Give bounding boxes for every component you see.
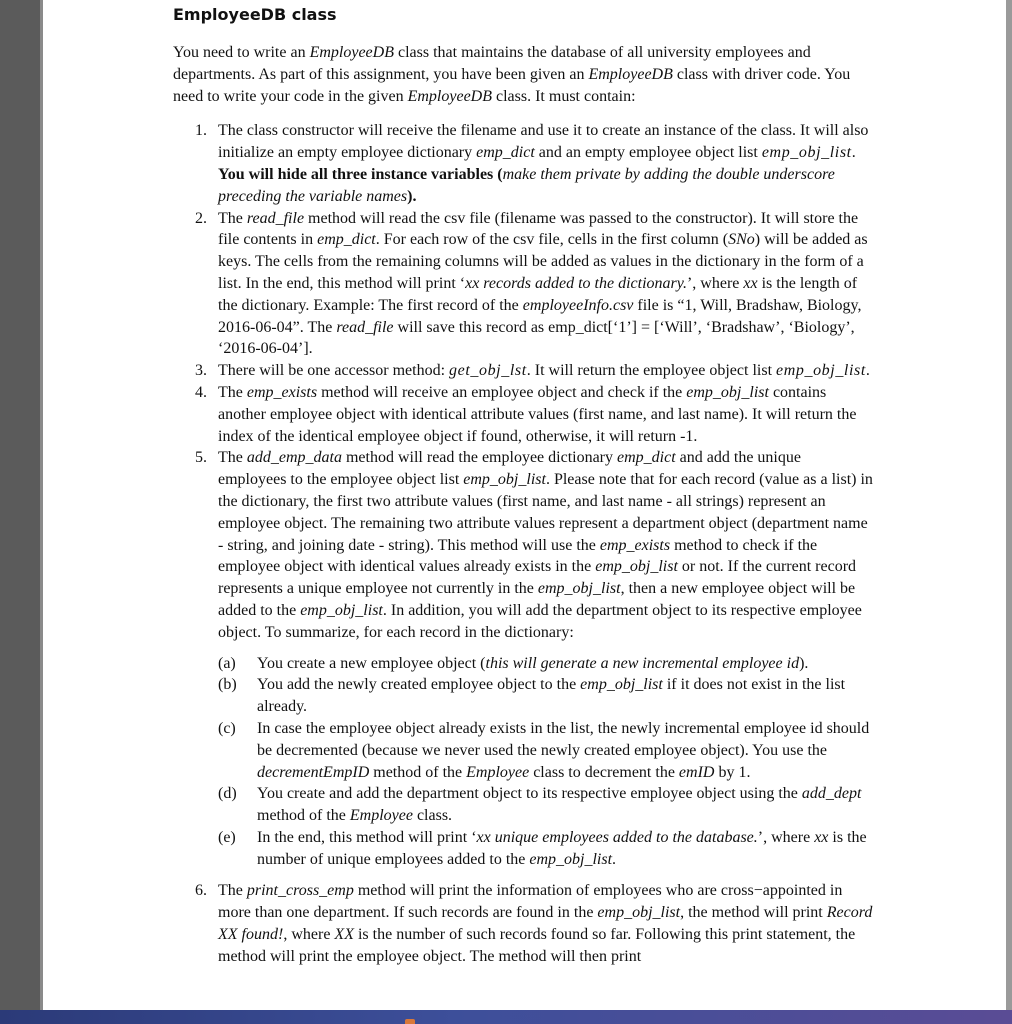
sub-list-item [218,653,873,675]
sub-item-label: (a) [218,654,236,672]
taskbar [0,1010,1012,1024]
sub-list-item [218,718,873,783]
item-text: The class constructor will receive the filename and use it to create an instance of the class. It will also initialize an empty employee dictionary emp_dict and an empty employee object list emp_obj_list. You will hide all three instance variables (make them private by adding the double underscore preceding the variable names). [218,122,869,205]
sub-list-item [218,674,873,718]
item-number: 6. [195,882,207,900]
sub-item-text: You create and add the department object to its respective employee object using the add_dept method of the Employee class. [257,785,862,825]
item-text: The read_file method will read the csv file (filename was passed to the constructor). It will store the file contents in emp_dict. For each row of the csv file, cells in the first column (SNo) will be added as keys. The cells from the remaining columns will be added as values in the dictionary in the form of a list. In the end, this method will print ‘xx records added to the dictionary.’, where xx is the length of the dictionary. Example: The first record of the employeeInfo.csv file is “1, Will, Bradshaw, Biology, 2016-06-04”. The read_file will save this record as emp_dict[‘1’] = [‘Will’, ‘Bradshaw’, ‘Biology’, ‘2016-06-04’]. [218,209,868,358]
sub-list-item [218,783,873,827]
item-text: The add_emp_data method will read the employee dictionary emp_dict and add the unique employees to the employee object list emp_obj_list. Please note that for each record (value as a list) in the dictionary, the first two attribute values (first name, and last name - all strings) represent an employee object. The remaining two attribute values represent a department object (department name - string, and joining date - string). This method will use the emp_exists method to check if the employee object with identical values already exists in the emp_obj_list or not. If the current record represents a unique employee not currently in the emp_obj_list, then a new employee object will be added to the emp_obj_list. In addition, you will add the department object to its respective employee object. To summarize, for each record in the dictionary: [218,449,873,641]
document-page [173,0,873,968]
list-item [173,360,873,382]
item-text: There will be one accessor method: get_obj_lst. It will return the employee object list emp_obj_list. [218,362,870,380]
sub-item-label: (b) [218,676,237,694]
window-left-border [40,0,43,1010]
sub-item-text: In case the employee object already exists in the list, the newly incremental employee id should be decremented (because we never used the newly created employee object). You use the decrementEmpID method of the Employee class to decrement the emID by 1. [257,719,870,781]
sub-item-label: (e) [218,828,236,846]
item-number: 5. [195,449,207,467]
item-number: 2. [195,209,207,227]
sub-list [218,653,873,871]
taskbar-app-indicator [405,1019,415,1024]
list-item [173,447,873,870]
sub-item-text: In the end, this method will print ‘xx unique employees added to the database.’, where xx is the number of unique employees added to the emp_obj_list. [257,828,867,868]
sub-item-label: (d) [218,785,237,803]
item-number: 3. [195,362,207,380]
item-text: The print_cross_emp method will print the information of employees who are cross−appointed in more than one department. If such records are found in the emp_obj_list, the method will print Record XX found!, where XX is the number of such records found so far. Following this print statement, the method will print the employee object. The method will then print [218,882,873,965]
intro-paragraph: You need to write an EmployeeDB class that maintains the database of all university employees and departments. As part of this assignment, you have been given an EmployeeDB class with driver code. You need to write your code in the given EmployeeDB class. It must contain: [173,44,851,105]
list-item [173,120,873,207]
sub-list-item [218,827,873,871]
list-item [173,382,873,447]
sub-item-text: You add the newly created employee object to the emp_obj_list if it does not exist in the list already. [257,676,846,716]
item-number: 1. [195,122,207,140]
window-left-edge [0,0,40,1010]
list-item [173,208,873,361]
sub-item-text: You create a new employee object (this will generate a new incremental employee id). [257,654,809,672]
item-text: The emp_exists method will receive an employee object and check if the emp_obj_list contains another employee object with identical attribute values (first name, and last name). It will return the index of the identical employee object if found, otherwise, it will return -1. [218,383,857,445]
item-number: 4. [195,383,207,401]
sub-item-label: (c) [218,719,236,737]
section-heading: EmployeeDB class [173,5,337,24]
requirements-list [173,120,873,967]
list-item [173,880,873,967]
window-right-edge [1006,0,1012,1010]
